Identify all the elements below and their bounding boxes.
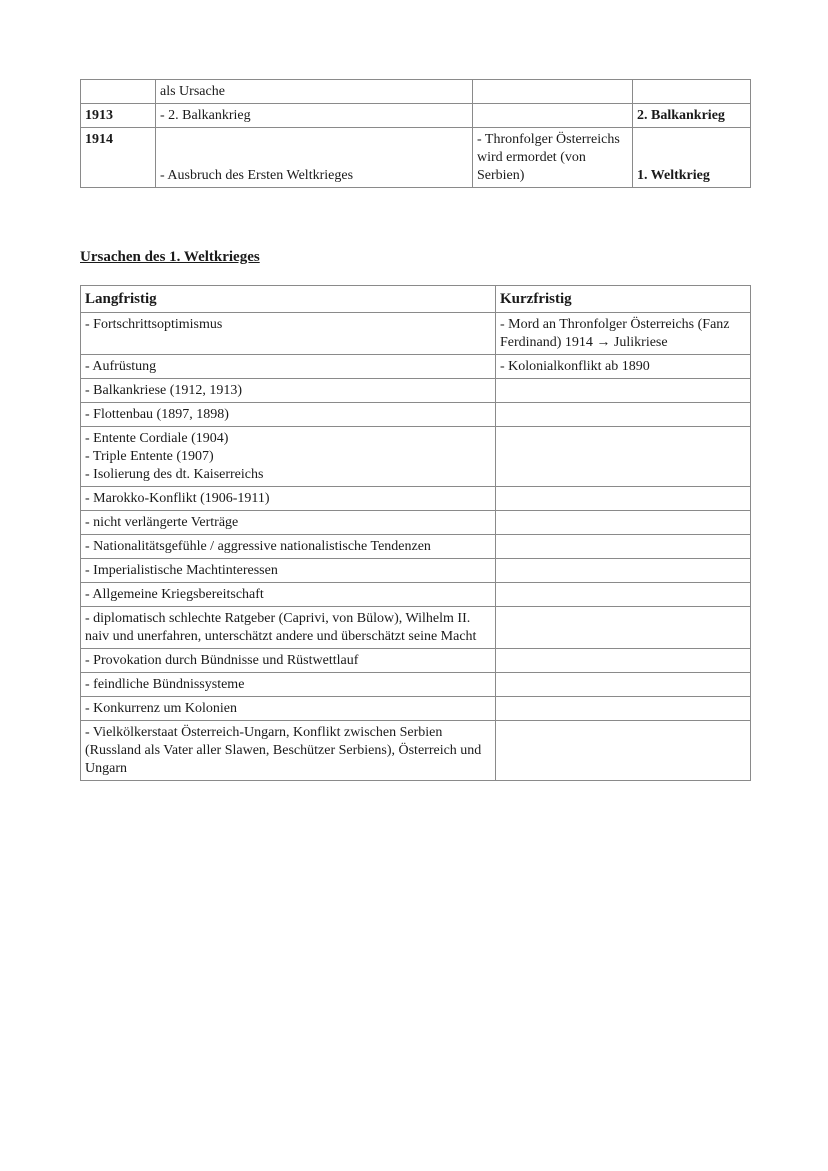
cause-short-term [496, 511, 751, 535]
cause-long-term: - Aufrüstung [81, 355, 496, 379]
timeline-year: 1913 [81, 104, 156, 128]
cause-short-term: - Kolonialkonflikt ab 1890 [496, 355, 751, 379]
cause-short-term [496, 379, 751, 403]
timeline-event: - 2. Balkankrieg [156, 104, 473, 128]
table-row [81, 427, 751, 487]
table-row [81, 535, 751, 559]
table-row [81, 673, 751, 697]
table-row [81, 80, 751, 104]
table-row [81, 649, 751, 673]
cause-long-term: - Flottenbau (1897, 1898) [81, 403, 496, 427]
cause-short-term [496, 427, 751, 487]
cause-long-term: - Marokko-Konflikt (1906-1911) [81, 487, 496, 511]
table-row [81, 128, 751, 188]
timeline-trigger [473, 80, 633, 104]
table-row [81, 355, 751, 379]
cause-short-term [496, 403, 751, 427]
cause-long-term: - feindliche Bündnissysteme [81, 673, 496, 697]
cause-short-term [496, 649, 751, 673]
timeline-year [81, 80, 156, 104]
timeline-result [633, 80, 751, 104]
table-row [81, 379, 751, 403]
table-header-row [81, 286, 751, 313]
timeline-table [80, 79, 751, 188]
table-row [81, 313, 751, 355]
table-row [81, 697, 751, 721]
column-header-short: Kurzfristig [496, 286, 751, 313]
causes-table [80, 285, 751, 781]
cause-short-term [496, 535, 751, 559]
causes-table-body [81, 313, 751, 781]
cause-short-term [496, 583, 751, 607]
table-row [81, 487, 751, 511]
cause-short-term [496, 697, 751, 721]
cause-short-term [496, 721, 751, 781]
table-row [81, 607, 751, 649]
table-row [81, 583, 751, 607]
column-header-long: Langfristig [81, 286, 496, 313]
cause-long-term: - Nationalitätsgefühle / aggressive nationalistische Tendenzen [81, 535, 496, 559]
cause-long-term: - Allgemeine Kriegsbereitschaft [81, 583, 496, 607]
timeline-trigger [473, 104, 633, 128]
timeline-event: - Ausbruch des Ersten Weltkrieges [156, 128, 473, 188]
cause-long-term: - diplomatisch schlechte Ratgeber (Caprivi, von Bülow), Wilhelm II. naiv und unerfahren, unterschätzt andere und überschätzt seine Macht [81, 607, 496, 649]
cause-long-term: - Balkankriese (1912, 1913) [81, 379, 496, 403]
table-row [81, 511, 751, 535]
cause-short-term [496, 607, 751, 649]
table-row [81, 104, 751, 128]
cause-long-term: - Entente Cordiale (1904) - Triple Entente (1907) - Isolierung des dt. Kaiserreichs [81, 427, 496, 487]
cause-long-term: - Imperialistische Machtinteressen [81, 559, 496, 583]
cause-long-term: - Provokation durch Bündnisse und Rüstwettlauf [81, 649, 496, 673]
table-row [81, 721, 751, 781]
timeline-result: 1. Weltkrieg [633, 128, 751, 188]
cause-short-term: - Mord an Thronfolger Österreichs (Fanz Ferdinand) 1914 → Julikriese [496, 313, 751, 355]
table-row [81, 559, 751, 583]
timeline-result: 2. Balkankrieg [633, 104, 751, 128]
cause-long-term: - Vielkölkerstaat Österreich-Ungarn, Konflikt zwischen Serbien (Russland als Vater aller Slawen, Beschützer Serbiens), Österreich und Ungarn [81, 721, 496, 781]
timeline-trigger: - Thronfolger Österreichs wird ermordet (von Serbien) [473, 128, 633, 188]
timeline-year: 1914 [81, 128, 156, 188]
cause-short-term [496, 559, 751, 583]
cause-short-term [496, 487, 751, 511]
cause-long-term: - nicht verlängerte Verträge [81, 511, 496, 535]
section-heading: Ursachen des 1. Weltkrieges [80, 249, 260, 265]
table-row [81, 403, 751, 427]
cause-short-term [496, 673, 751, 697]
cause-long-term: - Fortschrittsoptimismus [81, 313, 496, 355]
timeline-event: als Ursache [156, 80, 473, 104]
cause-long-term: - Konkurrenz um Kolonien [81, 697, 496, 721]
